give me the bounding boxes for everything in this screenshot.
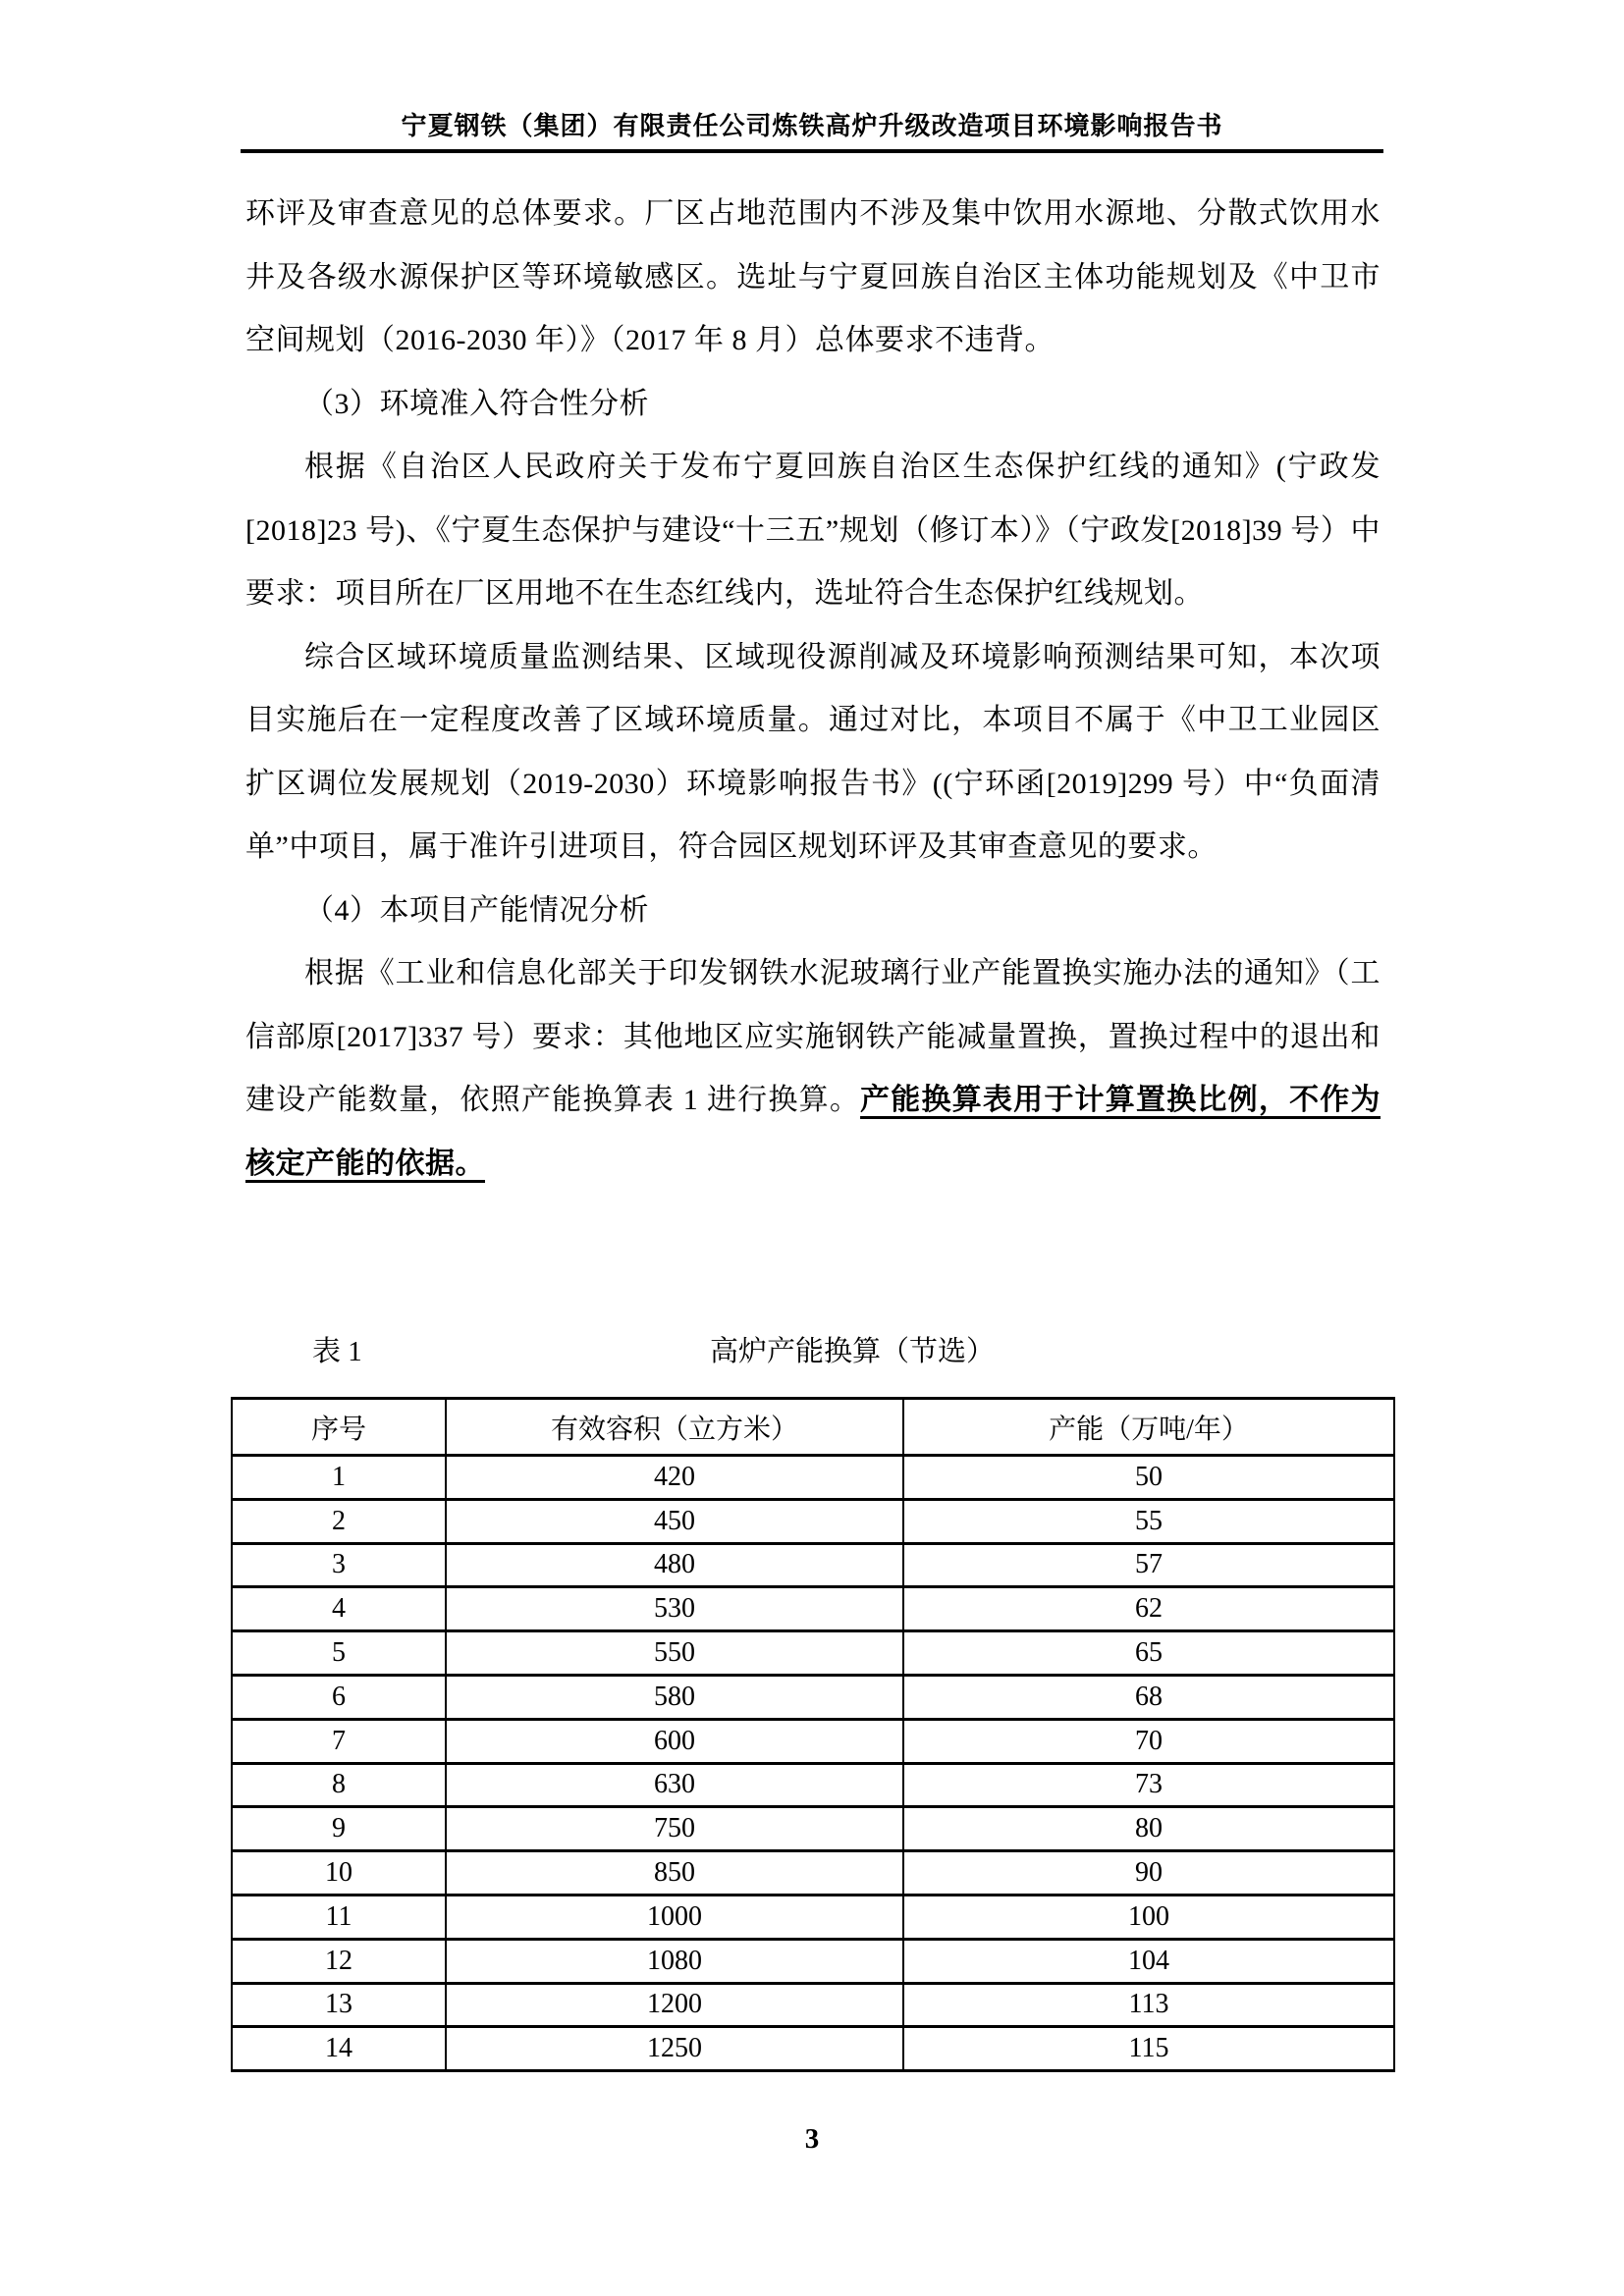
table-cell: 57 — [903, 1543, 1394, 1587]
table-cell: 62 — [903, 1587, 1394, 1631]
table-row — [232, 1983, 1394, 2027]
paragraph-redline-policy: 根据《自治区人民政府关于发布宁夏回族自治区生态保护红线的通知》(宁政发[2018]23 号)、《宁夏生态保护与建设“十三五”规划（修订本）》（宁政发[2018]39 号）中要求：项目所在厂区用地不在生态红线内，选址符合生态保护红线规划。 — [245, 451, 1380, 610]
table-cell: 10 — [232, 1851, 446, 1896]
table-cell: 480 — [446, 1543, 903, 1587]
table-cell: 90 — [903, 1851, 1394, 1896]
table-cell: 14 — [232, 2027, 446, 2071]
table-cell: 50 — [903, 1456, 1394, 1500]
table-cell: 2 — [232, 1499, 446, 1543]
table-row — [232, 2027, 1394, 2071]
table-cell: 4 — [232, 1587, 446, 1631]
table-cell: 1200 — [446, 1983, 903, 2027]
table-cell: 104 — [903, 1939, 1394, 1983]
table-row — [232, 1807, 1394, 1851]
table-row — [232, 1456, 1394, 1500]
table-caption-row — [245, 1331, 1380, 1372]
table-cell: 65 — [903, 1631, 1394, 1676]
table-cell: 530 — [446, 1587, 903, 1631]
table-cell: 13 — [232, 1983, 446, 2027]
table-row — [232, 1763, 1394, 1807]
table-cell: 1080 — [446, 1939, 903, 1983]
table-cell: 12 — [232, 1939, 446, 1983]
table-row — [232, 1939, 1394, 1983]
table-cell: 630 — [446, 1763, 903, 1807]
table-cell: 8 — [232, 1763, 446, 1807]
capacity-policy-emphasized-text: 产能换算表用于计算置换比例，不作为核定产能的依据。 — [245, 1084, 1381, 1180]
table-cell: 1000 — [446, 1895, 903, 1939]
document-header-title: 宁夏钢铁（集团）有限责任公司炼铁高炉升级改造项目环境影响报告书 — [401, 112, 1223, 140]
column-header-capacity: 产能（万吨/年） — [903, 1399, 1394, 1456]
column-header-volume: 有效容积（立方米） — [446, 1399, 903, 1456]
table-cell: 73 — [903, 1763, 1394, 1807]
table-cell: 850 — [446, 1851, 903, 1896]
table-row — [232, 1895, 1394, 1939]
paragraph-regional-quality: 综合区域环境质量监测结果、区域现役源削减及环境影响预测结果可知，本次项目实施后在一定程度改善了区域环境质量。通过对比，本项目不属于《中卫工业园区扩区调位发展规划（2019-2030）环境影响报告书》((宁环函[2019]299 号）中“负面清单”中项目，属于准许引进项目，符合园区规划环评及其审查意见的要求。 — [245, 640, 1380, 863]
table-cell: 80 — [903, 1807, 1394, 1851]
capacity-policy-normal-text: 根据《工业和信息化部关于印发钢铁水泥玻璃行业产能置换实施办法的通知》（工信部原[2017]337 号）要求：其他地区应实施钢铁产能减量置换，置换过程中的退出和建设产能数量，依照产能换算表 1 进行换算。 — [245, 957, 1380, 1116]
table-row — [232, 1719, 1394, 1763]
capacity-table-body — [232, 1456, 1394, 2071]
table-row — [232, 1631, 1394, 1676]
table-cell: 750 — [446, 1807, 903, 1851]
table-label: 表 1 — [312, 1336, 362, 1367]
table-caption: 高炉产能换算（节选） — [709, 1336, 995, 1367]
column-header-index: 序号 — [232, 1399, 446, 1456]
table-cell: 11 — [232, 1895, 446, 1939]
table-cell: 68 — [903, 1675, 1394, 1719]
table-row — [232, 1851, 1394, 1896]
capacity-conversion-table — [231, 1397, 1395, 2072]
paragraph-capacity-policy — [245, 942, 1380, 1196]
table-cell: 55 — [903, 1499, 1394, 1543]
table-cell: 9 — [232, 1807, 446, 1851]
table-row — [232, 1499, 1394, 1543]
header-rule — [241, 149, 1383, 153]
table-cell: 5 — [232, 1631, 446, 1676]
paragraph-section-4-heading: （4）本项目产能情况分析 — [304, 893, 649, 927]
table-cell: 100 — [903, 1895, 1394, 1939]
table-cell: 113 — [903, 1983, 1394, 2027]
table-cell: 6 — [232, 1675, 446, 1719]
document-body — [245, 183, 1380, 1196]
table-row — [232, 1587, 1394, 1631]
table-cell: 70 — [903, 1719, 1394, 1763]
paragraph-site-compliance: 环评及审查意见的总体要求。厂区占地范围内不涉及集中饮用水源地、分散式饮用水井及各级水源保护区等环境敏感区。选址与宁夏回族自治区主体功能规划及《中卫市空间规划（2016-2030 年）》（2017 年 8 月）总体要求不违背。 — [245, 197, 1380, 356]
table-cell: 580 — [446, 1675, 903, 1719]
table-header-row — [232, 1399, 1394, 1456]
table-cell: 450 — [446, 1499, 903, 1543]
table-cell: 1 — [232, 1456, 446, 1500]
page-number: 3 — [804, 2123, 820, 2155]
table-row — [232, 1543, 1394, 1587]
table-cell: 420 — [446, 1456, 903, 1500]
table-row — [232, 1675, 1394, 1719]
table-cell: 3 — [232, 1543, 446, 1587]
capacity-table-head — [232, 1399, 1394, 1456]
table-cell: 600 — [446, 1719, 903, 1763]
paragraph-section-3-heading: （3）环境准入符合性分析 — [304, 387, 649, 420]
table-cell: 115 — [903, 2027, 1394, 2071]
table-cell: 7 — [232, 1719, 446, 1763]
table-cell: 550 — [446, 1631, 903, 1676]
table-cell: 1250 — [446, 2027, 903, 2071]
